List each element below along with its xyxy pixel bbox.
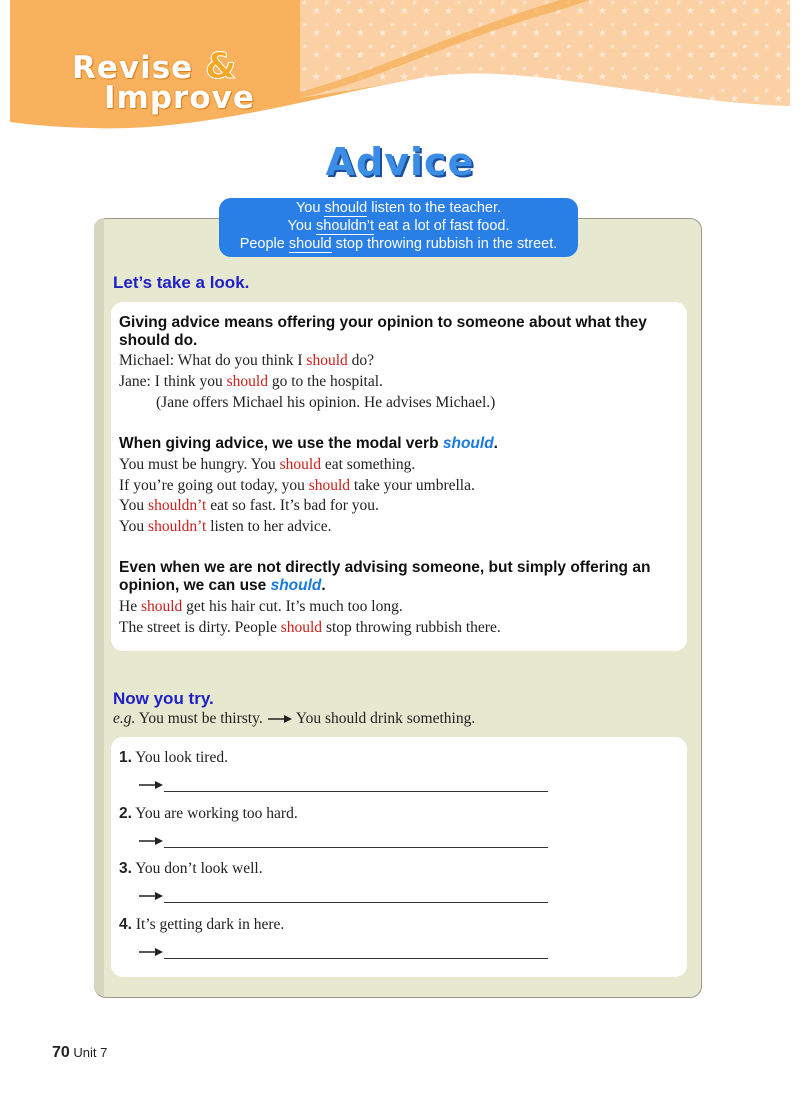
callout-line: You shouldn’t eat a lot of fast food. [287, 218, 510, 234]
question: 2. You are working too hard. [119, 805, 298, 822]
rule-text: When giving advice, we use the modal verb should. [119, 435, 498, 452]
dialog-line: Jane: I think you should go to the hospital. [119, 373, 383, 390]
example-sentence: If you’re going out today, you should take your umbrella. [119, 477, 475, 494]
brand-ampersand: & [205, 46, 238, 87]
page-title: Advice [325, 140, 475, 184]
example-sentence: You shouldn’t eat so fast. It’s bad for you. [119, 497, 379, 514]
rule-text: Even when we are not directly advising someone, but simply offering an opinion, we can use should. [119, 559, 651, 594]
arrow-right-icon [138, 780, 164, 790]
brand-logo [72, 46, 255, 116]
dialog-line: Michael: What do you think I should do? [119, 352, 375, 369]
example-sentence: You shouldn’t listen to her advice. [119, 518, 332, 535]
example-label: e.g. [113, 710, 136, 727]
example-callout [219, 198, 578, 257]
brand-word-improve: Improve [104, 80, 255, 116]
example-sentence: He should get his hair cut. It’s much too long. [119, 598, 403, 615]
section-heading-try: Now you try. [113, 689, 214, 708]
page-footer [52, 1044, 107, 1062]
section-heading-look: Let’s take a look. [113, 273, 250, 292]
callout-line: You should listen to the teacher. [295, 200, 502, 216]
question: 1. You look tired. [119, 749, 228, 766]
answer-line[interactable] [138, 887, 548, 905]
brand-word-revise: Revise [72, 50, 194, 86]
example-sentence: The street is dirty. People should stop throwing rubbish there. [119, 619, 501, 636]
callout-line: People should stop throwing rubbish in the street. [239, 236, 558, 252]
panel-edge [94, 218, 104, 996]
arrow-right-icon [267, 714, 293, 724]
question: 4. It’s getting dark in here. [119, 916, 285, 933]
exercise-card [111, 737, 687, 977]
example-sentence: You must be hungry. You should eat something. [119, 456, 416, 473]
arrow-right-icon [138, 891, 164, 901]
unit-label: Unit 7 [73, 1045, 108, 1060]
example-row [113, 710, 475, 728]
page-number: 70 [52, 1044, 70, 1061]
answer-line[interactable] [138, 832, 548, 850]
answer-line[interactable] [138, 943, 548, 961]
example-answer: You should drink something. [295, 710, 476, 727]
arrow-right-icon [138, 947, 164, 957]
arrow-right-icon [138, 836, 164, 846]
answer-line[interactable] [138, 776, 548, 794]
rule-text: Giving advice means offering your opinion to someone about what they should do. [119, 314, 647, 349]
dialog-note: (Jane offers Michael his opinion. He advises Michael.) [156, 394, 496, 411]
question: 3. You don’t look well. [119, 860, 263, 877]
example-prompt: You must be thirsty. [138, 710, 263, 727]
